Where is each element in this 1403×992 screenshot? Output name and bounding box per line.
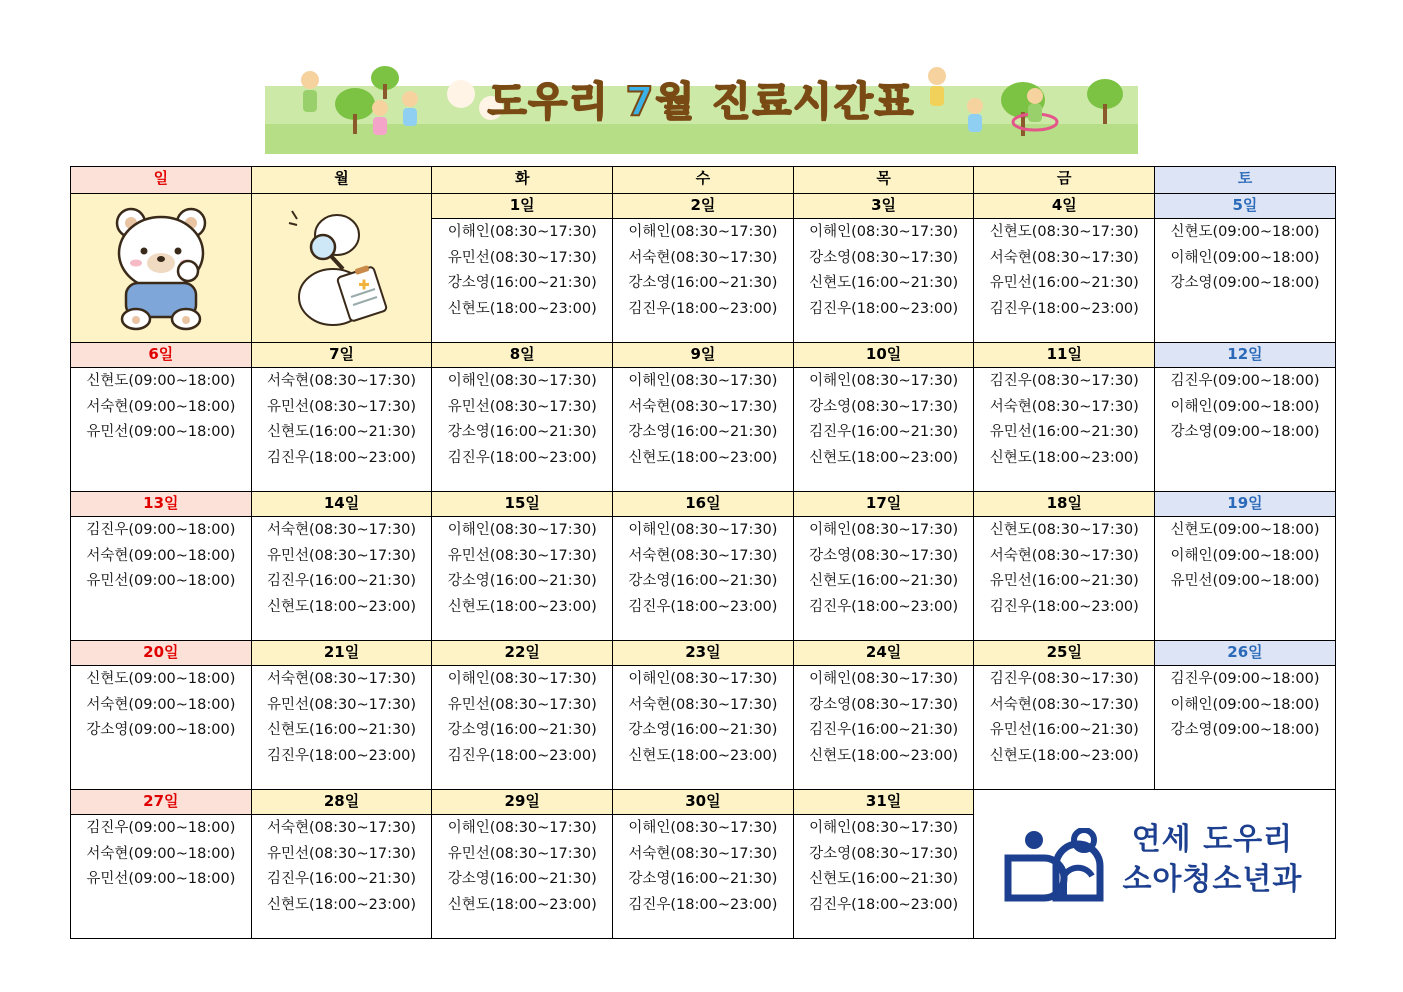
- doctor-shift: 서숙현(08:30~17:30): [628, 547, 778, 564]
- doctor-shift: 강소영(16:00~21:30): [447, 275, 597, 291]
- doctor-shift: 신현도(18:00~23:00): [447, 598, 597, 615]
- doctor-shift: 유민선(08:30~17:30): [447, 845, 597, 862]
- weekday-header: 금: [974, 167, 1155, 194]
- doctor-shift: 김진우(18:00~23:00): [989, 300, 1139, 317]
- doctor-shift: 김진우(08:30~17:30): [989, 373, 1139, 389]
- doctor-shift: 이해인(08:30~17:30): [809, 522, 959, 538]
- doctor-shift: 김진우(18:00~23:00): [628, 598, 778, 615]
- doctor-shift: 강소영(16:00~21:30): [628, 722, 778, 738]
- day-schedule-cell: [251, 815, 432, 939]
- doctor-shift: 서숙현(08:30~17:30): [989, 398, 1139, 415]
- doctor-shift: 김진우(18:00~23:00): [809, 300, 959, 317]
- doctor-shift: 강소영(16:00~21:30): [628, 573, 778, 589]
- doctor-shift: 김진우(09:00~18:00): [1170, 671, 1320, 687]
- day-schedule-cell: [613, 666, 794, 790]
- doctor-shift: 이해인(09:00~18:00): [1170, 547, 1320, 564]
- doctor-shift: 이해인(08:30~17:30): [628, 820, 778, 836]
- doctor-shift: 강소영(08:30~17:30): [809, 249, 959, 266]
- doctor-shift: 이해인(08:30~17:30): [809, 373, 959, 389]
- day-number: 8일: [432, 343, 613, 368]
- doctor-shift: 신현도(18:00~23:00): [267, 598, 417, 615]
- schedule-row: [71, 368, 1336, 492]
- day-number: 18일: [974, 492, 1155, 517]
- day-schedule-cell: [1155, 517, 1336, 641]
- doctor-shift: 서숙현(08:30~17:30): [267, 522, 417, 538]
- doctor-shift: 이해인(08:30~17:30): [628, 224, 778, 240]
- doctor-shift: 신현도(09:00~18:00): [86, 671, 236, 687]
- doctor-shift: 서숙현(08:30~17:30): [267, 373, 417, 389]
- doctor-shift: 강소영(16:00~21:30): [447, 573, 597, 589]
- doctor-shift: 이해인(08:30~17:30): [809, 671, 959, 687]
- doctor-shift: 김진우(16:00~21:30): [267, 871, 417, 887]
- weekday-header-row: [71, 167, 1336, 194]
- doctor-shift: 신현도(18:00~23:00): [989, 747, 1139, 764]
- doctor-shift: 이해인(08:30~17:30): [447, 671, 597, 687]
- day-number: 29일: [432, 790, 613, 815]
- schedule-row: [71, 517, 1336, 641]
- day-schedule-cell: [71, 517, 252, 641]
- day-schedule-cell: [251, 517, 432, 641]
- day-schedule-cell: [251, 368, 432, 492]
- day-schedule-cell: [793, 368, 974, 492]
- doctor-shift: 강소영(08:30~17:30): [809, 845, 959, 862]
- day-number: 23일: [613, 641, 794, 666]
- day-number: 26일: [1155, 641, 1336, 666]
- doctor-shift: 유민선(16:00~21:30): [989, 424, 1139, 440]
- doctor-shift: 신현도(09:00~18:00): [86, 373, 236, 389]
- day-schedule-cell: [974, 517, 1155, 641]
- day-number: 17일: [793, 492, 974, 517]
- doctor-shift: 서숙현(08:30~17:30): [628, 398, 778, 415]
- doctor-shift: 유민선(08:30~17:30): [267, 845, 417, 862]
- clinic-logo-mark: [1004, 828, 1114, 907]
- day-number-row: [71, 194, 1336, 219]
- day-number: 10일: [793, 343, 974, 368]
- day-number: 22일: [432, 641, 613, 666]
- day-schedule-cell: [793, 666, 974, 790]
- doctor-shift: 이해인(08:30~17:30): [447, 522, 597, 538]
- clinic-logo-cell: [974, 790, 1335, 939]
- banner-title-part-3: 진료시간표: [712, 79, 916, 125]
- clinic-logo-icon: [1004, 828, 1114, 903]
- day-schedule-cell: [974, 219, 1155, 343]
- doctor-shift: 유민선(08:30~17:30): [447, 696, 597, 713]
- doctor-shift: 강소영(16:00~21:30): [628, 871, 778, 887]
- doctor-shift: 서숙현(08:30~17:30): [628, 696, 778, 713]
- doctor-shift: 김진우(18:00~23:00): [809, 896, 959, 913]
- doctor-shift: 강소영(16:00~21:30): [447, 424, 597, 440]
- day-number: 24일: [793, 641, 974, 666]
- doctor-shift: 강소영(08:30~17:30): [809, 547, 959, 564]
- banner: [265, 44, 1138, 154]
- weekday-header: 목: [793, 167, 974, 194]
- doctor-shift: 강소영(16:00~21:30): [628, 275, 778, 291]
- day-number: 13일: [71, 492, 252, 517]
- banner-title-part-2: 7월: [625, 79, 697, 125]
- clinic-logo-text: [1122, 820, 1302, 900]
- doctor-shift: 강소영(09:00~18:00): [86, 722, 236, 738]
- day-number: 21일: [251, 641, 432, 666]
- doctor-shift: 신현도(08:30~17:30): [989, 224, 1139, 240]
- weekday-header: 일: [71, 167, 252, 194]
- day-number: 15일: [432, 492, 613, 517]
- doctor-shift: 서숙현(08:30~17:30): [267, 671, 417, 687]
- doctor-shift: 신현도(18:00~23:00): [267, 896, 417, 913]
- doctor-shift: 유민선(08:30~17:30): [447, 249, 597, 266]
- doctor-shift: 유민선(09:00~18:00): [86, 871, 236, 887]
- day-schedule-cell: [71, 666, 252, 790]
- doctor-shift: 신현도(18:00~23:00): [989, 449, 1139, 466]
- day-schedule-cell: [432, 368, 613, 492]
- day-number: 28일: [251, 790, 432, 815]
- day-number: 30일: [613, 790, 794, 815]
- day-schedule-cell: [1155, 219, 1336, 343]
- doctor-shift: 서숙현(08:30~17:30): [989, 547, 1139, 564]
- doctor-shift: 유민선(08:30~17:30): [267, 398, 417, 415]
- doctor-shift: 서숙현(08:30~17:30): [989, 249, 1139, 266]
- doctor-shift: 신현도(16:00~21:30): [267, 722, 417, 738]
- doctor-shift: 김진우(18:00~23:00): [628, 300, 778, 317]
- doctor-shift: 김진우(08:30~17:30): [989, 671, 1139, 687]
- day-schedule-cell: [974, 368, 1155, 492]
- bear-illustration-cell: [71, 194, 252, 343]
- weekday-header: 월: [251, 167, 432, 194]
- doctor-shift: 신현도(18:00~23:00): [447, 300, 597, 317]
- doctor-shift: 신현도(18:00~23:00): [628, 747, 778, 764]
- day-schedule-cell: [71, 368, 252, 492]
- day-schedule-cell: [251, 666, 432, 790]
- day-schedule-cell: [1155, 666, 1336, 790]
- doctor-shift: 강소영(16:00~21:30): [447, 871, 597, 887]
- day-schedule-cell: [432, 666, 613, 790]
- day-schedule-cell: [432, 219, 613, 343]
- doctor-shift: 이해인(08:30~17:30): [628, 522, 778, 538]
- day-number: 2일: [613, 194, 794, 219]
- doctor-shift: 김진우(16:00~21:30): [809, 424, 959, 440]
- doctor-shift: 신현도(08:30~17:30): [989, 522, 1139, 538]
- doctor-shift: 이해인(08:30~17:30): [447, 820, 597, 836]
- doctor-shift: 김진우(18:00~23:00): [989, 598, 1139, 615]
- weekday-header: 화: [432, 167, 613, 194]
- doctor-shift: 김진우(18:00~23:00): [628, 896, 778, 913]
- doctor-shift: 김진우(09:00~18:00): [86, 522, 236, 538]
- doctor-shift: 서숙현(08:30~17:30): [628, 249, 778, 266]
- doctor-shift: 김진우(18:00~23:00): [267, 747, 417, 764]
- doctor-shift: 신현도(18:00~23:00): [809, 449, 959, 466]
- weekday-header: 수: [613, 167, 794, 194]
- doctor-shift: 유민선(08:30~17:30): [267, 547, 417, 564]
- doctor-shift: 김진우(18:00~23:00): [809, 598, 959, 615]
- doctor-shift: 이해인(08:30~17:30): [447, 373, 597, 389]
- alpaca-doctor-illustration: [287, 201, 397, 331]
- schedule-row: [71, 666, 1336, 790]
- doctor-shift: 김진우(18:00~23:00): [447, 449, 597, 466]
- doctor-shift: 이해인(08:30~17:30): [809, 820, 959, 836]
- weekday-header: 토: [1155, 167, 1336, 194]
- doctor-shift: 김진우(09:00~18:00): [86, 820, 236, 836]
- doctor-shift: 신현도(16:00~21:30): [809, 871, 959, 887]
- doctor-shift: 김진우(18:00~23:00): [447, 747, 597, 764]
- doctor-shift: 이해인(09:00~18:00): [1170, 696, 1320, 713]
- banner-title-part-1: 도우리: [487, 79, 610, 125]
- day-schedule-cell: [613, 368, 794, 492]
- day-number: 20일: [71, 641, 252, 666]
- day-number: 11일: [974, 343, 1155, 368]
- doctor-shift: 이해인(08:30~17:30): [809, 224, 959, 240]
- day-number: 5일: [1155, 194, 1336, 219]
- day-schedule-cell: [613, 815, 794, 939]
- alpaca-illustration-cell: [251, 194, 432, 343]
- doctor-shift: 유민선(09:00~18:00): [1170, 573, 1320, 589]
- doctor-shift: 유민선(16:00~21:30): [989, 275, 1139, 291]
- day-number: 3일: [793, 194, 974, 219]
- doctor-shift: 서숙현(09:00~18:00): [86, 547, 236, 564]
- day-schedule-cell: [793, 219, 974, 343]
- doctor-shift: 서숙현(08:30~17:30): [628, 845, 778, 862]
- day-schedule-cell: [613, 219, 794, 343]
- doctor-shift: 이해인(09:00~18:00): [1170, 398, 1320, 415]
- doctor-shift: 유민선(09:00~18:00): [86, 424, 236, 440]
- day-number: 4일: [974, 194, 1155, 219]
- doctor-shift: 강소영(08:30~17:30): [809, 696, 959, 713]
- doctor-shift: 유민선(08:30~17:30): [267, 696, 417, 713]
- day-schedule-cell: [71, 815, 252, 939]
- doctor-shift: 신현도(16:00~21:30): [809, 275, 959, 291]
- day-schedule-cell: [974, 666, 1155, 790]
- doctor-shift: 유민선(16:00~21:30): [989, 722, 1139, 738]
- doctor-shift: 이해인(08:30~17:30): [628, 373, 778, 389]
- doctor-shift: 김진우(09:00~18:00): [1170, 373, 1320, 389]
- day-number-row: [71, 790, 1336, 815]
- day-schedule-cell: [793, 517, 974, 641]
- doctor-shift: 강소영(16:00~21:30): [628, 424, 778, 440]
- doctor-shift: 서숙현(09:00~18:00): [86, 845, 236, 862]
- doctor-shift: 유민선(08:30~17:30): [447, 547, 597, 564]
- doctor-shift: 이해인(08:30~17:30): [628, 671, 778, 687]
- doctor-shift: 이해인(08:30~17:30): [447, 224, 597, 240]
- doctor-shift: 서숙현(09:00~18:00): [86, 398, 236, 415]
- doctor-shift: 유민선(09:00~18:00): [86, 573, 236, 589]
- doctor-shift: 서숙현(09:00~18:00): [86, 696, 236, 713]
- day-schedule-cell: [1155, 368, 1336, 492]
- doctor-shift: 신현도(18:00~23:00): [628, 449, 778, 466]
- day-number: 19일: [1155, 492, 1336, 517]
- day-number: 9일: [613, 343, 794, 368]
- bear-illustration: [106, 201, 216, 331]
- doctor-shift: 신현도(09:00~18:00): [1170, 522, 1320, 538]
- doctor-shift: 신현도(18:00~23:00): [809, 747, 959, 764]
- doctor-shift: 신현도(09:00~18:00): [1170, 224, 1320, 240]
- day-number: 7일: [251, 343, 432, 368]
- day-number: 27일: [71, 790, 252, 815]
- day-number: 12일: [1155, 343, 1336, 368]
- banner-title: [265, 70, 1138, 127]
- day-number: 31일: [793, 790, 974, 815]
- day-schedule-cell: [432, 517, 613, 641]
- doctor-shift: 유민선(16:00~21:30): [989, 573, 1139, 589]
- doctor-shift: 신현도(16:00~21:30): [809, 573, 959, 589]
- doctor-shift: 이해인(09:00~18:00): [1170, 249, 1320, 266]
- clinic-name-line-2: 소아청소년과: [1122, 862, 1303, 897]
- doctor-shift: 서숙현(08:30~17:30): [267, 820, 417, 836]
- doctor-shift: 강소영(09:00~18:00): [1170, 722, 1320, 738]
- day-schedule-cell: [613, 517, 794, 641]
- day-number: 6일: [71, 343, 252, 368]
- doctor-shift: 김진우(16:00~21:30): [267, 573, 417, 589]
- doctor-shift: 강소영(09:00~18:00): [1170, 275, 1320, 291]
- day-schedule-cell: [432, 815, 613, 939]
- doctor-shift: 신현도(16:00~21:30): [267, 424, 417, 440]
- schedule-table: [70, 166, 1336, 939]
- day-number-row: [71, 343, 1336, 368]
- day-number-row: [71, 641, 1336, 666]
- day-number: 1일: [432, 194, 613, 219]
- clinic-name-line-1: 연세 도우리: [1131, 822, 1294, 857]
- doctor-shift: 서숙현(08:30~17:30): [989, 696, 1139, 713]
- doctor-shift: 강소영(08:30~17:30): [809, 398, 959, 415]
- doctor-shift: 강소영(09:00~18:00): [1170, 424, 1320, 440]
- doctor-shift: 김진우(18:00~23:00): [267, 449, 417, 466]
- doctor-shift: 김진우(16:00~21:30): [809, 722, 959, 738]
- day-number-row: [71, 492, 1336, 517]
- day-schedule-cell: [793, 815, 974, 939]
- doctor-shift: 신현도(18:00~23:00): [447, 896, 597, 913]
- day-number: 16일: [613, 492, 794, 517]
- doctor-shift: 유민선(08:30~17:30): [447, 398, 597, 415]
- day-number: 14일: [251, 492, 432, 517]
- day-number: 25일: [974, 641, 1155, 666]
- doctor-shift: 강소영(16:00~21:30): [447, 722, 597, 738]
